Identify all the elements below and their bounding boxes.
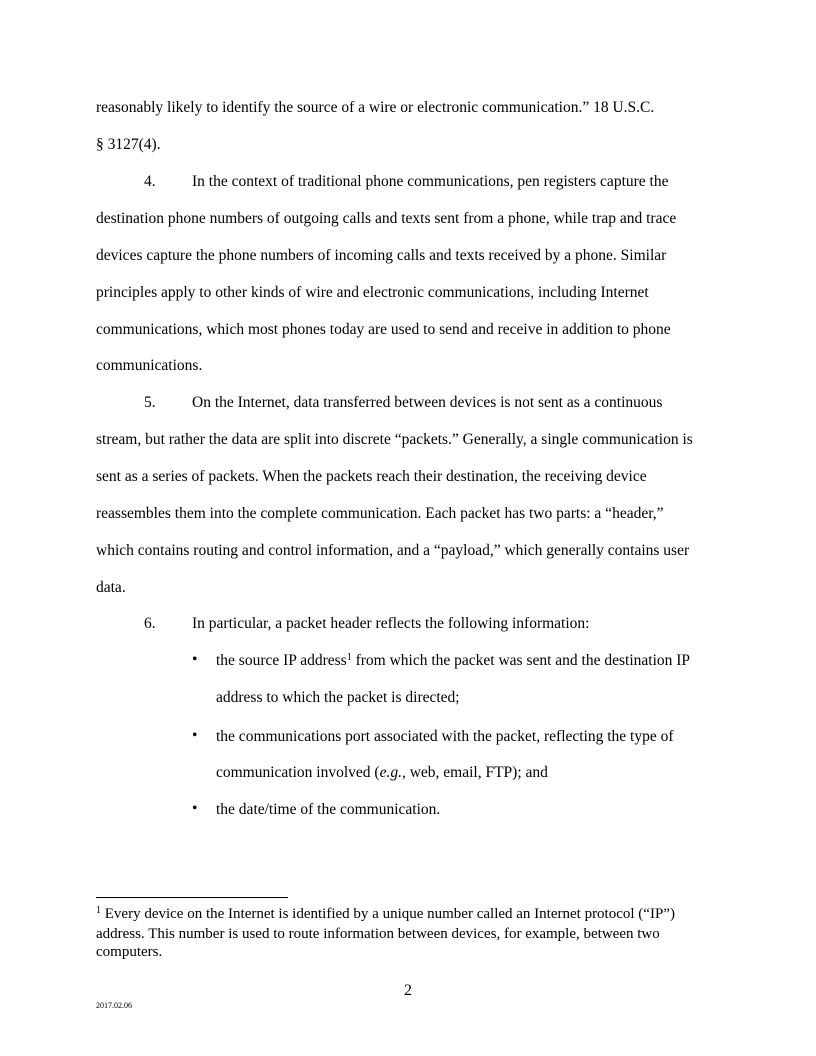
bullet-2-text-b: , web, email, FTP); and: [401, 764, 548, 781]
footer-date: 2017.02.06: [96, 1001, 132, 1010]
bullet-2-italic-eg: e.g.: [379, 764, 402, 781]
line-12: reassembles them into the complete communication. Each packet has two parts: a “header,”: [96, 505, 664, 522]
line-10: stream, but rather the data are split into discrete “packets.” Generally, a single communication is: [96, 431, 693, 448]
paragraph-4-text: In the context of traditional phone communications, pen registers capture the: [192, 173, 669, 190]
bullet-icon: •: [192, 800, 198, 817]
paragraph-number-4: 4.: [144, 173, 156, 190]
bullet-icon: •: [192, 651, 198, 668]
line-4: destination phone numbers of outgoing calls and texts sent from a phone, while trap and trace: [96, 210, 677, 227]
footnote-reference: 1: [346, 652, 352, 663]
paragraph-number-6: 6.: [144, 615, 156, 632]
bullet-1-text-b: from which the packet was sent and the destination IP: [351, 652, 691, 669]
paragraph-5-text: On the Internet, data transferred between devices is not sent as a continuous: [192, 394, 663, 411]
bullet-3-line-1: the date/time of the communication.: [216, 801, 441, 818]
line-8: communications.: [96, 357, 203, 374]
line-2: § 3127(4).: [96, 136, 161, 153]
line-5: devices capture the phone numbers of incoming calls and texts received by a phone. Similar: [96, 247, 667, 264]
paragraph-number-5: 5.: [144, 394, 156, 411]
page-number: 2: [404, 982, 412, 999]
bullet-1-line-1: [216, 651, 690, 673]
bullet-icon: •: [192, 727, 198, 744]
bullet-1-line-2: address to which the packet is directed;: [216, 689, 460, 706]
bullet-2-text-a: communication involved (: [216, 764, 380, 781]
line-7: communications, which most phones today are used to send and receive in addition to phone: [96, 321, 671, 338]
bullet-1-text-a: the source IP address: [216, 652, 347, 669]
paragraph-6-text: In particular, a packet header reflects the following information:: [192, 615, 590, 632]
footnote-separator: [96, 897, 288, 898]
bullet-2-line-1: the communications port associated with the packet, reflecting the type of: [216, 728, 674, 745]
bullet-2-line-2: [216, 763, 548, 783]
footnote: [96, 905, 720, 961]
footnote-marker: 1: [96, 905, 101, 916]
footnote-text: Every device on the Internet is identified by a unique number called an Internet protocol (“IP”) address. This number is used to route information between devices, for example, between two computers.: [96, 906, 675, 960]
line-14: data.: [96, 579, 126, 596]
line-1: reasonably likely to identify the source of a wire or electronic communication.” 18 U.S.C.: [96, 99, 655, 116]
line-13: which contains routing and control information, and a “payload,” which generally contains user: [96, 542, 690, 559]
line-6: principles apply to other kinds of wire and electronic communications, including Internet: [96, 284, 649, 301]
line-11: sent as a series of packets. When the packets reach their destination, the receiving device: [96, 468, 647, 485]
